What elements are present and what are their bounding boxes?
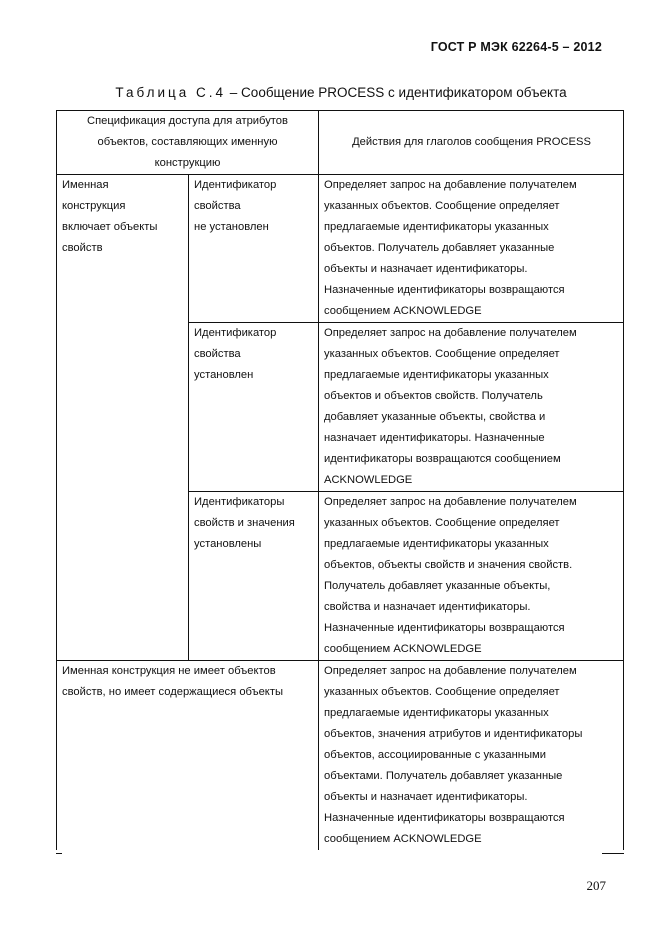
condition-line: Идентификатор	[194, 327, 277, 339]
action-line: указанных объектов. Сообщение определяет	[324, 686, 560, 698]
action-line: сообщением ACKNOWLEDGE	[324, 833, 482, 845]
table-bottom-edge	[56, 853, 624, 855]
page-number: 207	[586, 878, 606, 893]
condition-line: установлены	[194, 538, 262, 550]
action-line: предлагаемые идентификаторы указанных	[324, 221, 549, 233]
action-cell	[319, 661, 624, 851]
group1-line: Именная	[62, 179, 109, 191]
action-line: объектов и объектов свойств. Получатель	[324, 390, 543, 402]
action-line: объектов. Получатель добавляет указанные	[324, 242, 555, 254]
table-row	[57, 661, 624, 851]
action-line: идентификаторы возвращаются сообщением	[324, 453, 561, 465]
condition-line: не установлен	[194, 221, 269, 233]
action-line: объектов, объекты свойств и значения свойств.	[324, 559, 573, 571]
group1-cell	[57, 175, 189, 661]
condition-cell	[189, 175, 319, 323]
table-caption	[56, 85, 626, 100]
group2-line: Именная конструкция не имеет объектов	[62, 665, 276, 677]
action-line: Определяет запрос на добавление получателем	[324, 179, 577, 191]
header-line: конструкцию	[154, 157, 221, 169]
action-line: объектов, ассоциированные с указанными	[324, 749, 546, 761]
condition-line: Идентификатор	[194, 179, 277, 191]
header-actions: Действия для глаголов сообщения PROCESS	[319, 111, 624, 175]
table-caption-title: – Сообщение PROCESS с идентификатором объекта	[226, 85, 567, 100]
action-line: предлагаемые идентификаторы указанных	[324, 707, 549, 719]
action-line: Назначенные идентификаторы возвращаются	[324, 284, 565, 296]
bottom-edge-right	[602, 853, 624, 854]
header-line: Спецификация доступа для атрибутов	[87, 115, 288, 127]
table-caption-prefix: Таблица С.4	[115, 85, 227, 100]
condition-line: свойств и значения	[194, 517, 295, 529]
action-line: объектов, значения атрибутов и идентификаторы	[324, 728, 583, 740]
header-access-spec	[57, 111, 319, 175]
action-line: Назначенные идентификаторы возвращаются	[324, 812, 565, 824]
condition-line: Идентификаторы	[194, 496, 285, 508]
table-header-row	[57, 111, 624, 175]
action-line: ACKNOWLEDGE	[324, 474, 413, 486]
table-row	[57, 175, 624, 323]
action-line: предлагаемые идентификаторы указанных	[324, 538, 549, 550]
action-line: предлагаемые идентификаторы указанных	[324, 369, 549, 381]
process-message-table	[56, 110, 624, 850]
action-line: объекты и назначает идентификаторы.	[324, 263, 528, 275]
action-line: свойства и назначает идентификаторы.	[324, 601, 531, 613]
group1-line: свойств	[62, 242, 103, 254]
action-line: назначает идентификаторы. Назначенные	[324, 432, 545, 444]
action-cell	[319, 175, 624, 323]
action-line: Определяет запрос на добавление получателем	[324, 496, 577, 508]
action-cell	[319, 323, 624, 492]
bottom-edge-left	[56, 853, 62, 854]
condition-line: установлен	[194, 369, 254, 381]
action-line: указанных объектов. Сообщение определяет	[324, 348, 560, 360]
document-header: ГОСТ Р МЭК 62264-5 – 2012	[430, 40, 602, 54]
condition-cell	[189, 323, 319, 492]
header-line: объектов, составляющих именную	[97, 136, 278, 148]
action-line: Назначенные идентификаторы возвращаются	[324, 622, 565, 634]
condition-line: свойства	[194, 200, 241, 212]
action-line: сообщением ACKNOWLEDGE	[324, 305, 482, 317]
group1-line: конструкция	[62, 200, 126, 212]
group1-line: включает объекты	[62, 221, 158, 233]
action-line: указанных объектов. Сообщение определяет	[324, 200, 560, 212]
action-line: указанных объектов. Сообщение определяет	[324, 517, 560, 529]
condition-cell	[189, 492, 319, 661]
action-line: объектами. Получатель добавляет указанные	[324, 770, 563, 782]
action-line: сообщением ACKNOWLEDGE	[324, 643, 482, 655]
action-line: добавляет указанные объекты, свойства и	[324, 411, 546, 423]
action-line: Определяет запрос на добавление получателем	[324, 665, 577, 677]
condition-line: свойства	[194, 348, 241, 360]
action-line: Получатель добавляет указанные объекты,	[324, 580, 551, 592]
action-line: объекты и назначает идентификаторы.	[324, 791, 528, 803]
action-cell	[319, 492, 624, 661]
group2-line: свойств, но имеет содержащиеся объекты	[62, 686, 283, 698]
group2-cell	[57, 661, 319, 851]
action-line: Определяет запрос на добавление получателем	[324, 327, 577, 339]
